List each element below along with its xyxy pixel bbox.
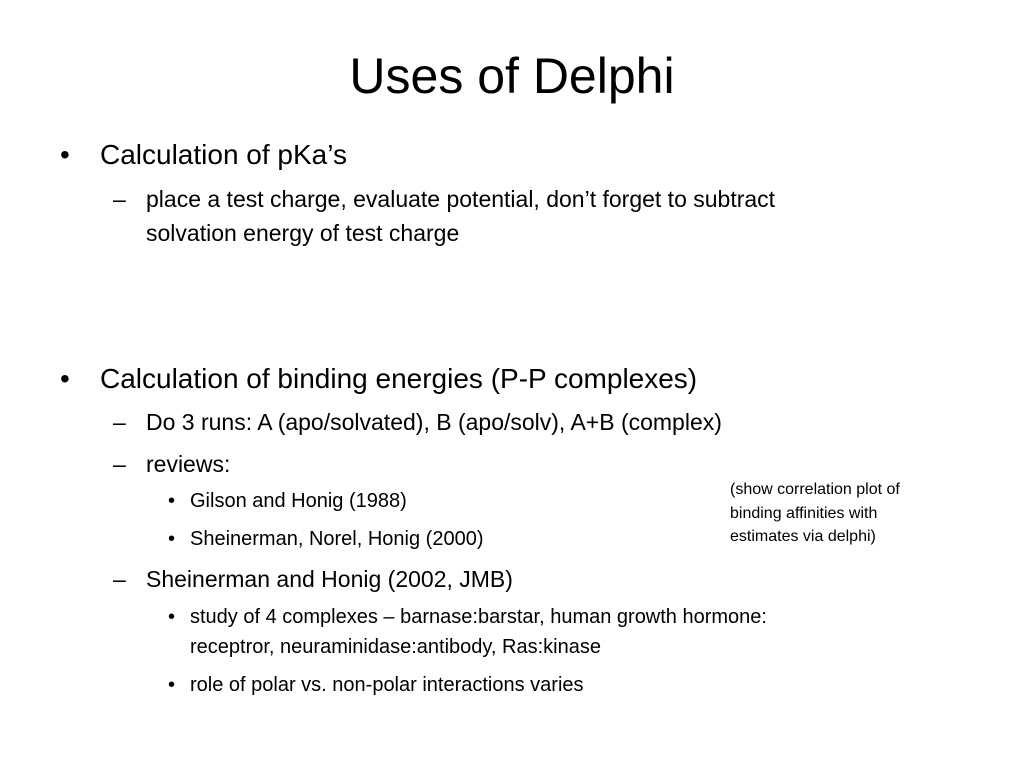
jmb-label: Sheinerman and Honig (2002, JMB)	[146, 566, 513, 592]
bullet-level1: •	[60, 363, 70, 394]
bullet-level1: •	[60, 139, 70, 170]
pka-detail-line2: solvation energy of test charge	[146, 220, 460, 246]
study-line1: study of 4 complexes – barnase:barstar, human growth hormone:	[190, 606, 767, 628]
bullet-level2: –	[113, 186, 126, 212]
review-item: Sheinerman, Norel, Honig (2000)	[190, 528, 484, 550]
runs-line: Do 3 runs: A (apo/solvated), B (apo/solv), A+B (complex)	[146, 409, 722, 435]
bullet-level3: •	[168, 674, 176, 696]
bullet-level2: –	[113, 566, 126, 592]
reviews-label: reviews:	[146, 451, 231, 477]
section-heading-binding: Calculation of binding energies (P-P complexes)	[100, 363, 698, 394]
bullet-level2: –	[113, 409, 126, 435]
slide-title: Uses of Delphi	[349, 48, 675, 104]
study-line2: receptror, neuraminidase:antibody, Ras:kinase	[190, 636, 601, 658]
note-line: binding affinities with	[730, 504, 878, 522]
review-item: Gilson and Honig (1988)	[190, 490, 407, 512]
bullet-level3: •	[168, 528, 176, 550]
bullet-level3: •	[168, 490, 176, 512]
note-line: estimates via delphi)	[730, 528, 876, 545]
correlation-plot-note	[730, 478, 970, 549]
bullet-level2: –	[113, 451, 126, 477]
bullet-level3: •	[168, 606, 176, 628]
section-heading-pka: Calculation of pKa’s	[100, 139, 347, 170]
role-line: role of polar vs. non-polar interactions varies	[190, 674, 584, 696]
pka-detail-line1: place a test charge, evaluate potential, don’t forget to subtract	[146, 186, 776, 212]
note-line: (show correlation plot of	[730, 481, 900, 498]
